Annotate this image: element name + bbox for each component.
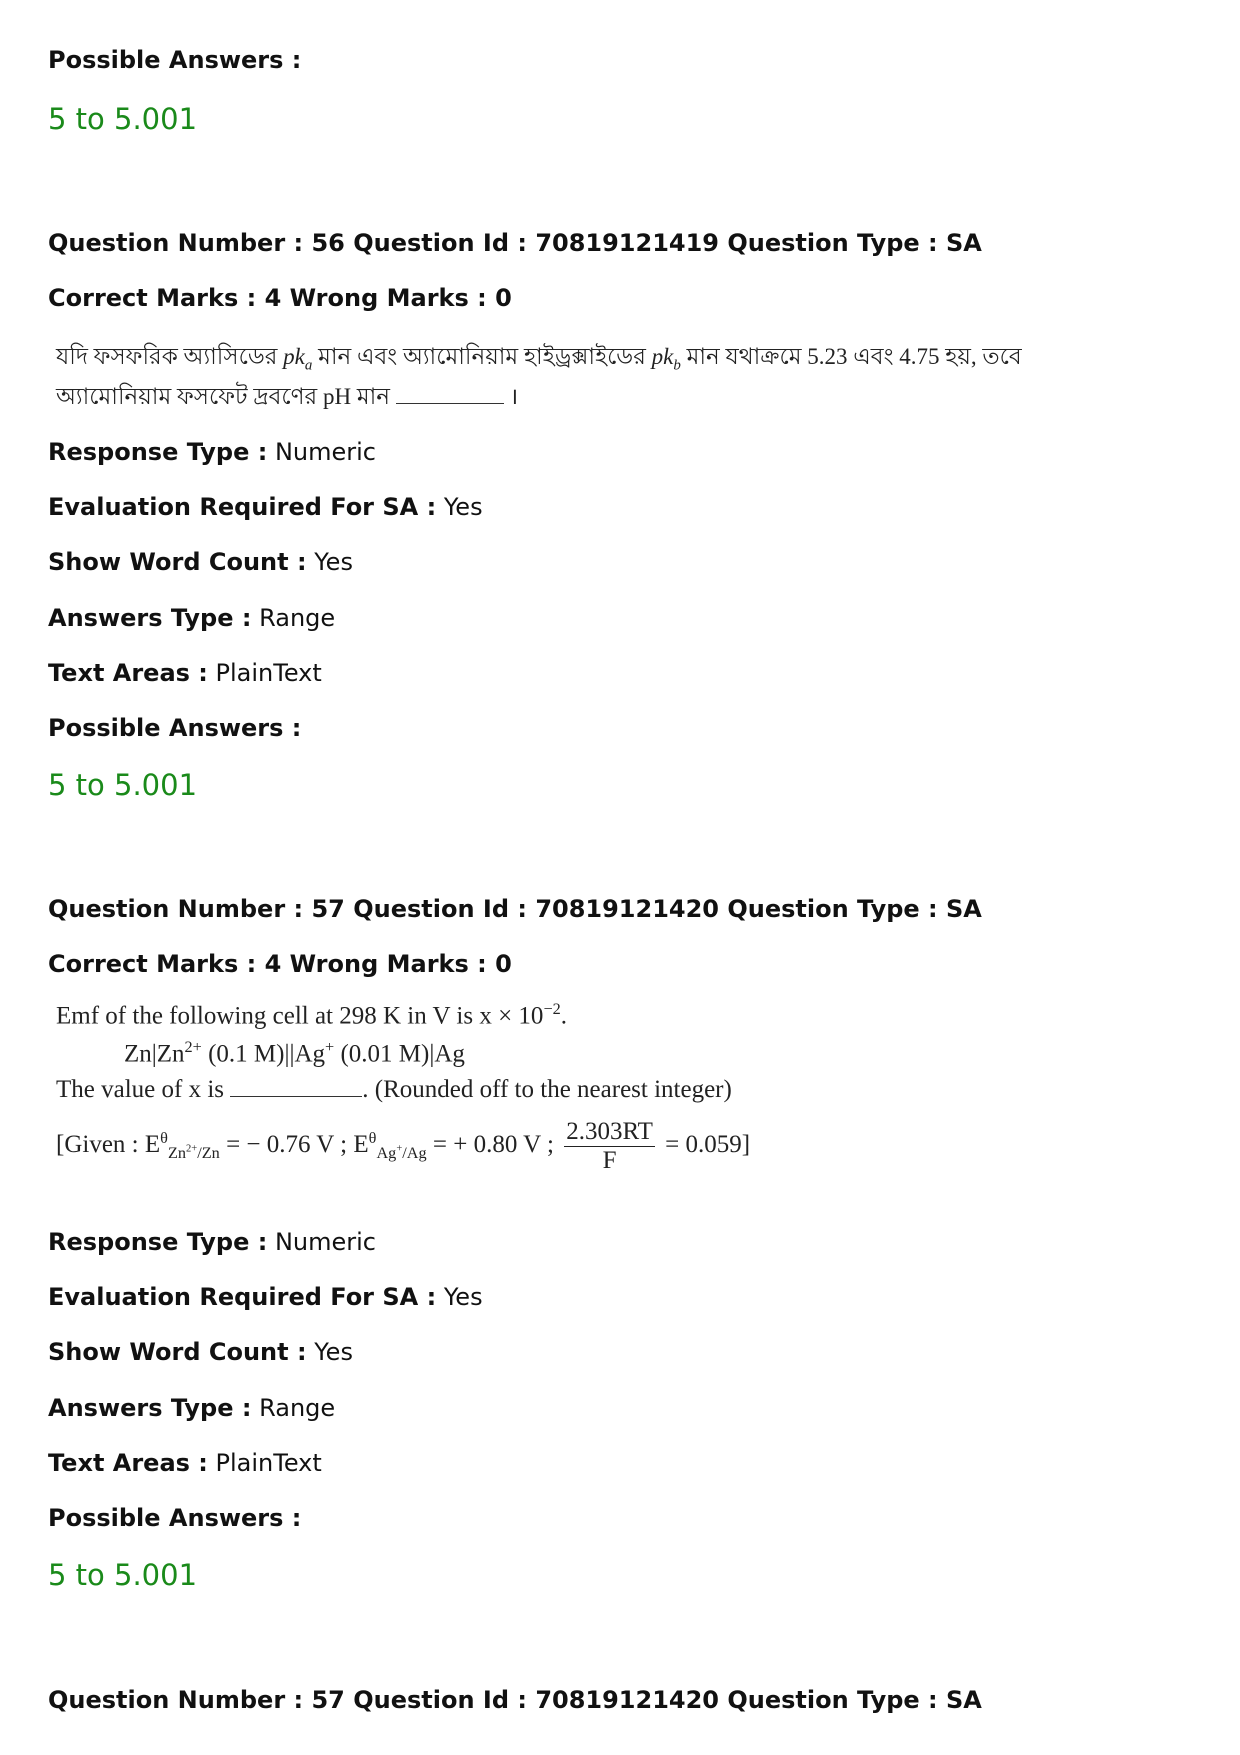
question-text-line-1: Emf of the following cell at 298 K in V is $x \times 10^{-2}$. [56,1000,567,1030]
marks-line: Correct Marks : 4 Wrong Marks : 0 [48,950,512,978]
possible-answer-value: 5 to 5.001 [48,768,198,802]
question-text-line-2: অ্যামোনিয়াম ফসফেট দ্রবণের pH মান । [56,384,519,409]
possible-answers-label: Possible Answers : [48,714,302,742]
answer-blank [230,1096,362,1097]
marks-line: Correct Marks : 4 Wrong Marks : 0 [48,284,512,312]
field-response-type: Response Type : Numeric [48,1228,376,1256]
possible-answer-value: 5 to 5.001 [48,102,198,136]
field-response-type: Response Type : Numeric [48,438,376,466]
field-show-word-count: Show Word Count : Yes [48,548,353,576]
question-text-line-1: যদি ফসফরিক অ্যাসিডের $pk_a$ মান এবং অ্যামোনিয়াম হাইড্রক্সাইডের $pk_b$ মান যথাক্রমে 5.23 এবং 4.75 হয়, তবে [56,344,1022,374]
possible-answers-label: Possible Answers : [48,1504,302,1532]
answer-blank [396,403,504,404]
given-data: [Given : $E^\theta_{Zn^{2+}/Zn}$ = − 0.76 V ; $E^\theta_{Ag^+/Ag}$ = + 0.80 V ; $\frac{2.303RT}{F}$ = 0.059] [56,1118,751,1174]
question-text-line-3: The value of x is . (Rounded off to the nearest integer) [56,1076,732,1103]
field-evaluation-required: Evaluation Required For SA : Yes [48,493,483,521]
possible-answers-label: Possible Answers : [48,46,302,74]
cell-notation: $Zn|Zn^{2+}$ (0.1 M)||Ag+ (0.01 M)|Ag [124,1038,465,1068]
field-text-areas: Text Areas : PlainText [48,1449,322,1477]
field-answers-type: Answers Type : Range [48,604,336,632]
field-answers-type: Answers Type : Range [48,1394,336,1422]
possible-answer-value: 5 to 5.001 [48,1558,198,1592]
question-header: Question Number : 56 Question Id : 70819121419 Question Type : SA [48,229,982,257]
question-image-electrochemistry [48,996,888,1196]
question-image-bengali [48,334,1022,412]
field-text-areas: Text Areas : PlainText [48,659,322,687]
field-show-word-count: Show Word Count : Yes [48,1338,353,1366]
question-header: Question Number : 57 Question Id : 70819121420 Question Type : SA [48,895,982,923]
question-header: Question Number : 57 Question Id : 70819121420 Question Type : SA [48,1686,982,1714]
fraction: $\frac{2.303RT}{F}$ [566,1118,653,1174]
field-evaluation-required: Evaluation Required For SA : Yes [48,1283,483,1311]
